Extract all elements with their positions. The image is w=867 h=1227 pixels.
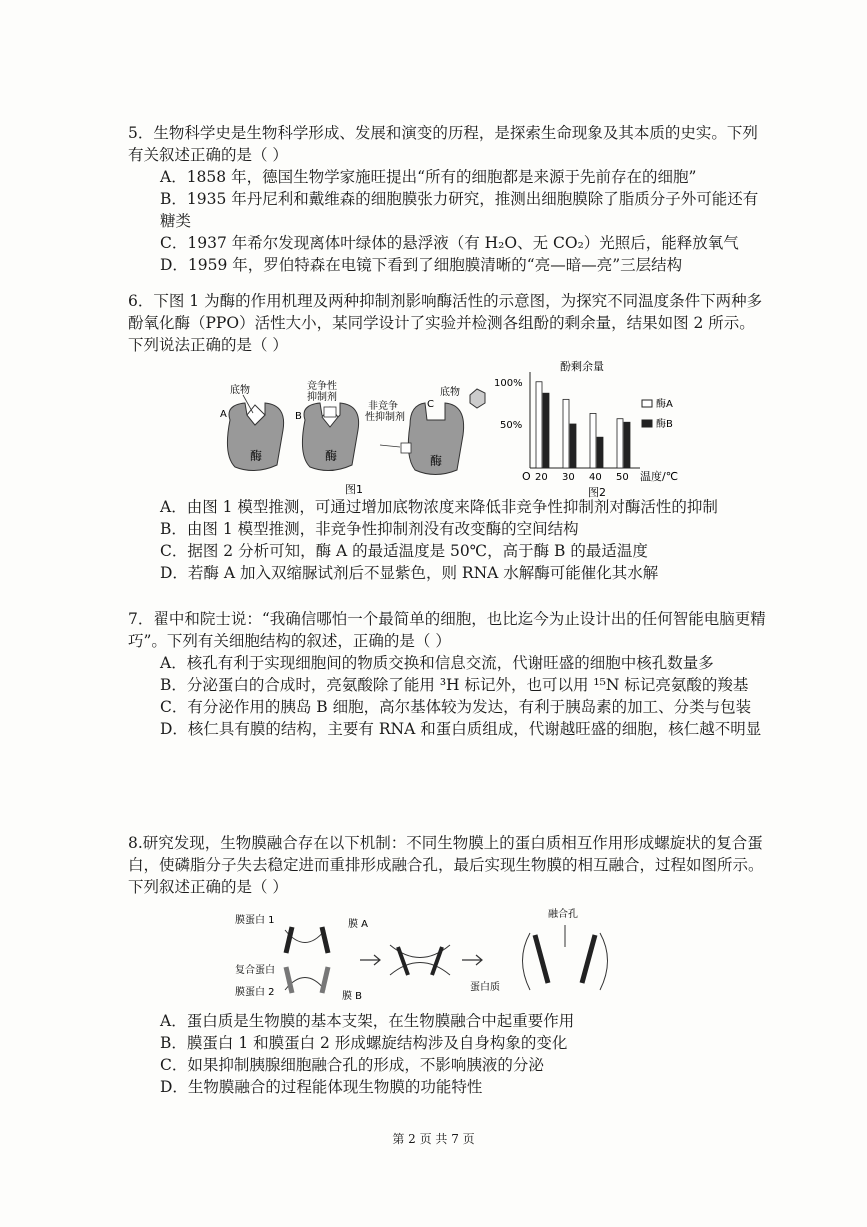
legend-label-a: 酶A	[656, 399, 673, 410]
enzyme-b	[295, 379, 359, 471]
substrate-label-2: 底物	[440, 387, 460, 398]
competitive-inhibitor-label: 竞争性 抑制剂	[307, 381, 337, 403]
legend-swatch-a	[642, 400, 652, 407]
question-5-option-c: C．1937 年希尔发现离体叶绿体的悬浮液（有 H₂O、无 CO₂）光照后，能释放氧气	[160, 234, 739, 252]
question-8-stem: 8.研究发现，生物膜融合存在以下机制：不同生物膜上的蛋白质相互作用形成螺旋状的复合蛋白，使磷脂分子失去稳定进而重排形成融合孔，最后实现生物膜的相互融合，过程如图所示。下列叙述正确的是（ ）	[128, 834, 764, 896]
question-5-option-a: A．1858 年，德国生物学家施旺提出“所有的细胞都是来源于先前存在的细胞”	[160, 168, 697, 186]
question-8-option-d: D．生物膜融合的过程能体现生物膜的功能特性	[160, 1078, 483, 1096]
question-8-options	[128, 1010, 768, 1098]
question-7	[128, 608, 768, 740]
x-ticks-group	[535, 472, 629, 483]
question-6-options	[128, 496, 768, 584]
bar-b-30	[570, 424, 576, 468]
question-6-stem: 6．下图 1 为酶的作用机理及两种抑制剂影响酶活性的示意图，为探究不同温度条件下两种多酚氧化酶（PPO）活性大小，某同学设计了实验并检测各组酚的剩余量，结果如图 2 所示。下列说法正确的是（ ）	[128, 292, 763, 354]
bar-b-50	[624, 422, 630, 468]
question-8-option-b: B．膜蛋白 1 和膜蛋白 2 形成螺旋结构涉及自身构象的变化	[160, 1034, 568, 1052]
label-membrane-a: 膜 A	[348, 919, 369, 930]
bar-a-30	[563, 399, 569, 468]
question-8-option-c: C．如果抑制胰腺细胞融合孔的形成，不影响胰液的分泌	[160, 1056, 544, 1074]
label-protein: 蛋白质	[470, 982, 500, 993]
label-fusion-pore: 融合孔	[548, 909, 578, 920]
question-5	[128, 122, 768, 276]
question-6-option-a: A．由图 1 模型推测，可通过增加底物浓度来降低非竞争性抑制剂对酶活性的抑制	[160, 498, 718, 516]
question-7-stem: 7．翟中和院士说：“我确信哪怕一个最简单的细胞，也比迄今为止设计出的任何智能电脑更精巧”。下列有关细胞结构的叙述，正确的是（ ）	[128, 610, 766, 650]
membrane-fusion-diagram	[230, 905, 660, 1010]
bar-b-20	[543, 393, 549, 468]
x-tick-30: 30	[562, 472, 575, 483]
figure-2-caption: 图2	[588, 486, 606, 499]
figure-2-bar-chart	[494, 358, 700, 500]
x-tick-50: 50	[616, 472, 629, 483]
enzyme-c-label: 酶	[430, 454, 443, 468]
legend-label-b: 酶B	[656, 419, 673, 430]
question-8	[128, 832, 768, 898]
y-tick-50: 50%	[500, 420, 523, 431]
chart-title: 酚剩余量	[560, 360, 604, 373]
question-5-option-d: D．1959 年，罗伯特森在电镜下看到了细胞膜清晰的“亮—暗—亮”三层结构	[160, 256, 683, 274]
question-6	[128, 290, 768, 356]
question-5-option-b: B．1935 年丹尼利和戴维森的细胞膜张力研究，推测出细胞膜除了脂质分子外可能还有糖类	[160, 190, 759, 230]
x-tick-20: 20	[535, 472, 548, 483]
x-axis-label: 温度/℃	[640, 470, 679, 483]
question-7-option-c: C．有分泌作用的胰岛 B 细胞，高尔基体较为发达，有利于胰岛素的加工、分类与包装	[160, 698, 752, 716]
bars-group	[536, 382, 630, 468]
bar-a-50	[617, 419, 623, 468]
x-tick-40: 40	[589, 472, 602, 483]
question-6-option-c: C．据图 2 分析可知，酶 A 的最适温度是 50℃，高于酶 B 的最适温度	[160, 542, 648, 560]
question-6-option-b: B．由图 1 模型推测，非竞争性抑制剂没有改变酶的空间结构	[160, 520, 579, 538]
stage-1	[285, 927, 328, 993]
page-footer: 第 2 页 共 7 页	[392, 1132, 475, 1146]
question-8-option-a: A．蛋白质是生物膜的基本支架，在生物膜融合中起重要作用	[160, 1012, 575, 1030]
noncompetitive-inhibitor-label: 非竞争 性抑制剂	[365, 401, 405, 423]
enzyme-b-label: 酶	[325, 449, 338, 463]
figure-1-enzyme-diagram	[215, 375, 495, 500]
letter-c: C	[427, 399, 434, 410]
y-tick-100: 100%	[494, 378, 523, 389]
label-protein-2: 膜蛋白 2	[235, 987, 275, 998]
question-7-option-a: A．核孔有利于实现细胞间的物质交换和信息交流，代谢旺盛的细胞中核孔数量多	[160, 654, 714, 672]
bar-a-20	[536, 382, 542, 468]
question-7-option-b: B．分泌蛋白的合成时，亮氨酸除了能用 ³H 标记外，也可以用 ¹⁵N 标记亮氨酸的羧基	[160, 676, 749, 694]
label-membrane-b: 膜 B	[342, 991, 363, 1002]
bar-b-40	[597, 437, 603, 468]
stage-2	[390, 945, 450, 975]
origin-label: O	[522, 470, 531, 483]
question-5-stem: 5．生物科学史是生物科学形成、发展和演变的历程，是探索生命现象及其本质的史实。下列有关叙述正确的是（ ）	[128, 124, 758, 164]
question-7-option-d: D．核仁具有膜的结构，主要有 RNA 和蛋白质组成，代谢越旺盛的细胞，核仁越不明显	[160, 720, 762, 738]
enzyme-c	[365, 385, 485, 475]
stage-3	[523, 925, 608, 990]
legend	[642, 397, 673, 430]
enzyme-a	[220, 383, 284, 471]
bar-a-40	[590, 413, 596, 468]
figure-1-caption: 图1	[345, 483, 363, 496]
label-protein-1: 膜蛋白 1	[235, 915, 275, 926]
question-6-option-d: D．若酶 A 加入双缩脲试剂后不显紫色，则 RNA 水解酶可能催化其水解	[160, 564, 659, 582]
letter-a: A	[220, 409, 227, 420]
label-complex-protein: 复合蛋白	[235, 965, 275, 976]
enzyme-a-label: 酶	[250, 449, 263, 463]
legend-swatch-b	[642, 420, 652, 427]
substrate-label: 底物	[230, 385, 250, 396]
letter-b: B	[295, 411, 302, 422]
